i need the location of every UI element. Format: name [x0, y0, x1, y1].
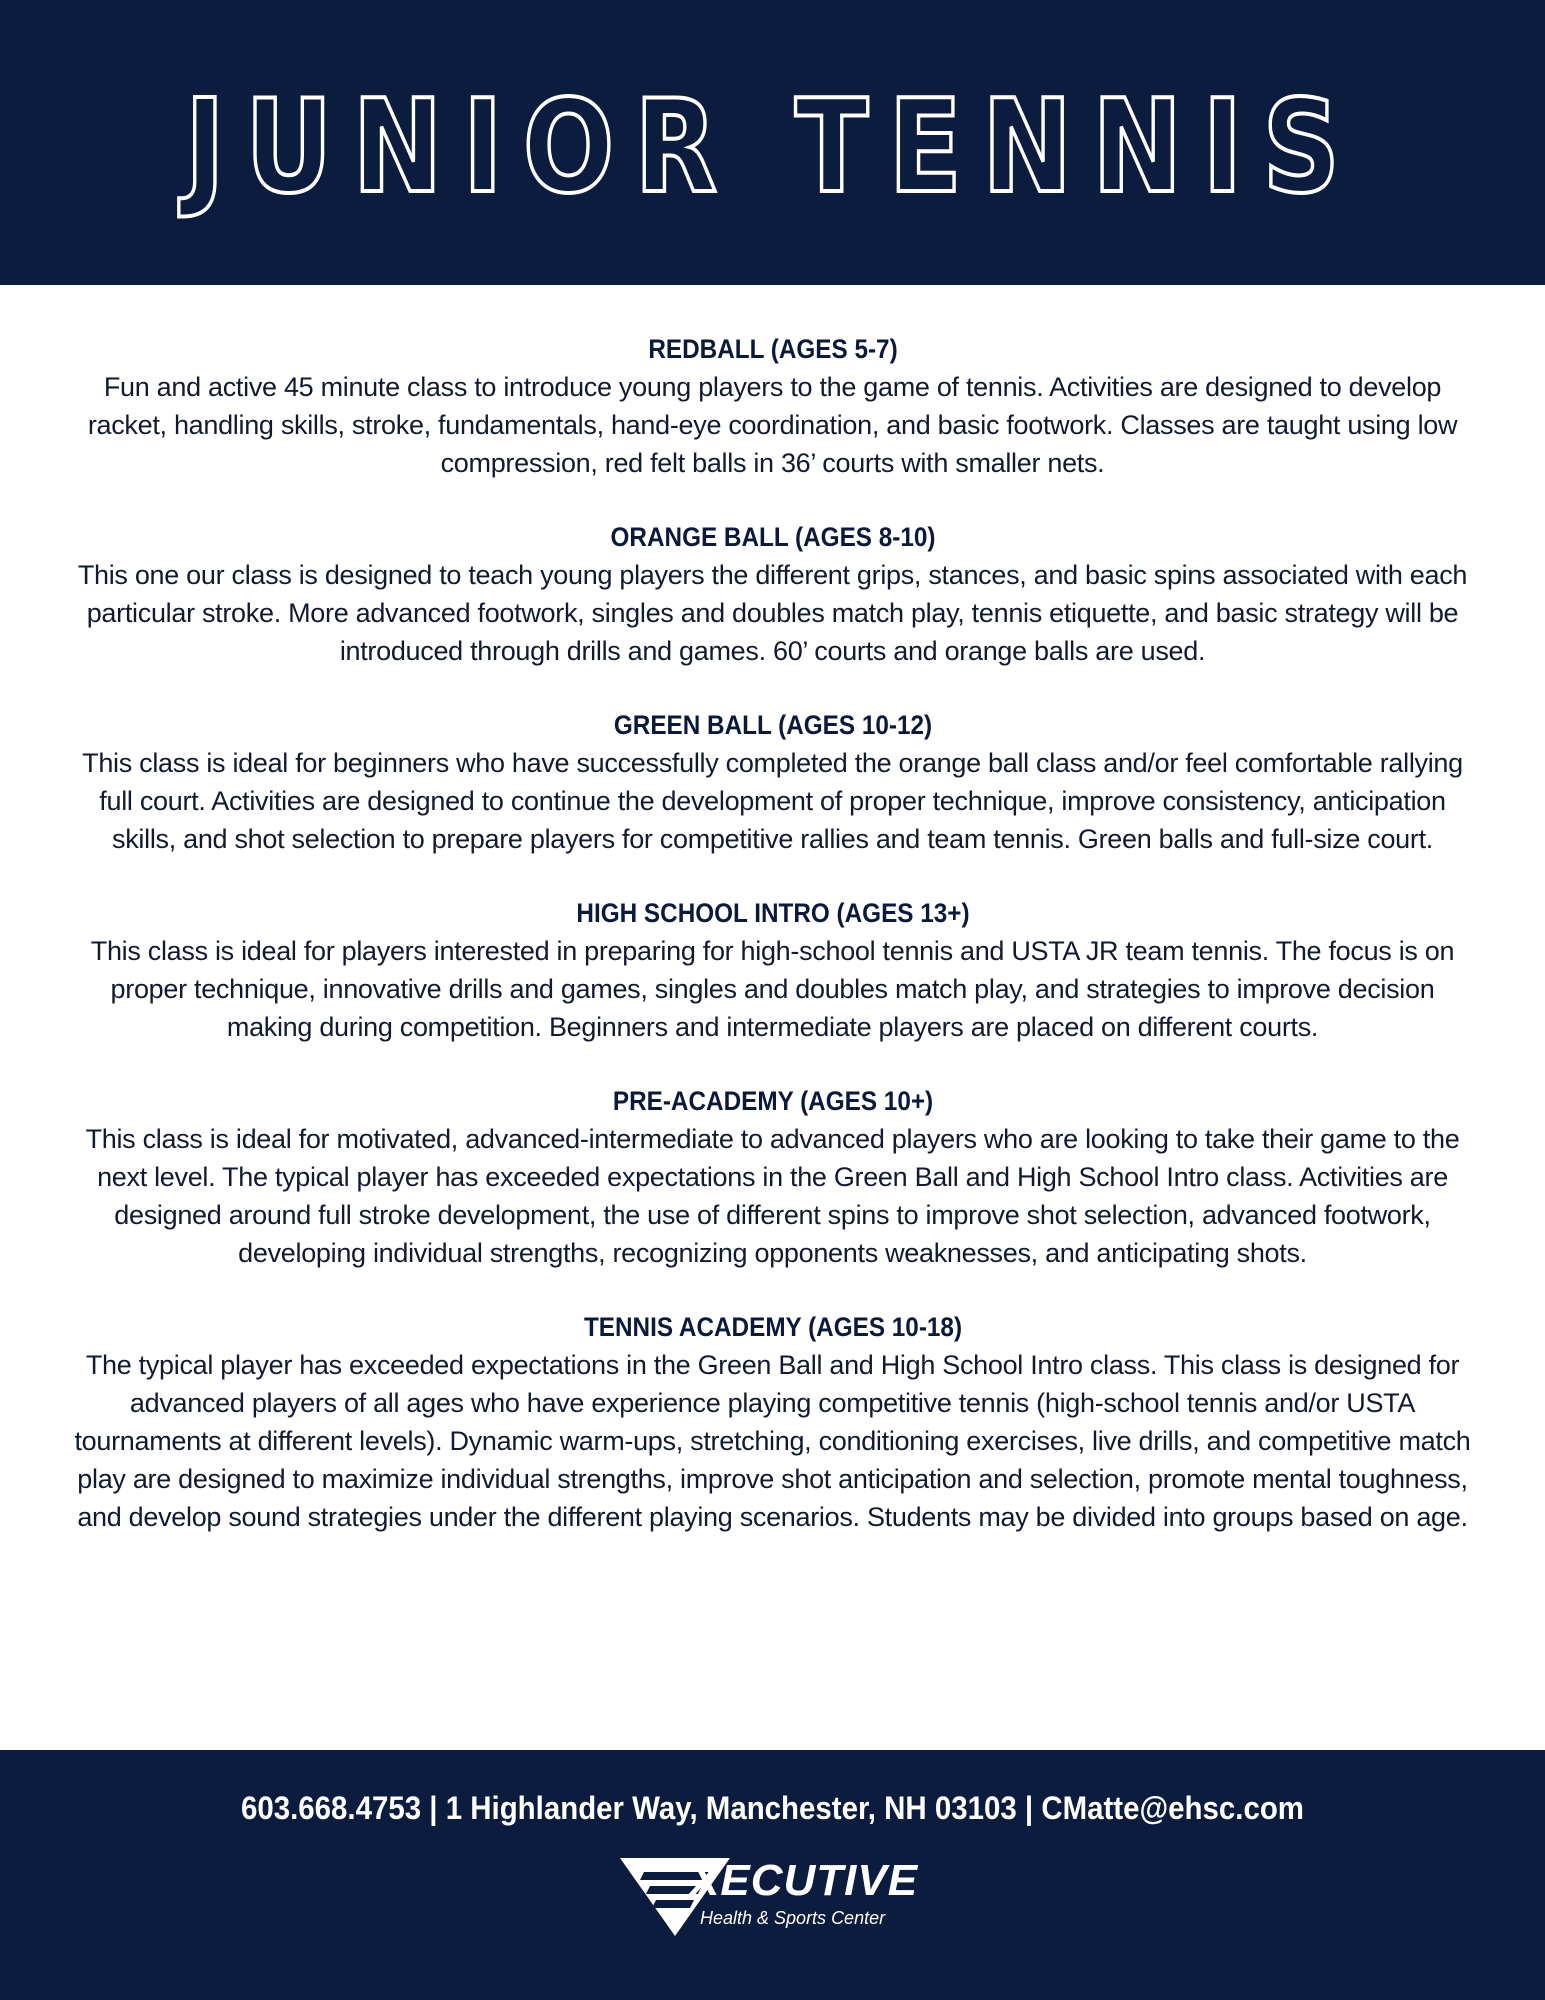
- section-orange-ball: [73, 518, 1473, 670]
- header-banner: [0, 0, 1545, 285]
- section-redball: [73, 330, 1473, 482]
- section-body: This class is ideal for motivated, advanced-intermediate to advanced players who are looking to take their game to the next level. The typical player has exceeded expectations in the Green Ball and High School Intro class. Activities are designed around full stroke development, the use of different spins to improve shot selection, advanced footwork, developing individual strengths, recognizing opponents weaknesses, and anticipating shots.: [85, 1124, 1460, 1268]
- section-heading: REDBALL (AGES 5-7): [647, 334, 898, 364]
- executive-logo: [620, 1850, 920, 1950]
- section-heading: TENNIS ACADEMY (AGES 10-18): [583, 1312, 962, 1342]
- logo-wordmark: XECUTIVE: [690, 1856, 919, 1905]
- section-heading: GREEN BALL (AGES 10-12): [613, 710, 932, 740]
- section-body: The typical player has exceeded expectations in the Green Ball and High School Intro class. This class is designed for advanced players of all ages who have experience playing competitive tennis (high-school tennis and/or USTA tournaments at different levels). Dynamic warm-ups, stretching, conditioning exercises, live drills, and competitive match play are designed to maximize individual strengths, improve shot anticipation and selection, promote mental toughness, and develop sound strategies under the different playing scenarios. Students may be divided into groups based on age.: [74, 1350, 1471, 1532]
- section-tennis-academy: [73, 1308, 1473, 1536]
- page-title: JUNIOR TENNIS: [184, 73, 1361, 222]
- contact-info: 603.668.4753 | 1 Highlander Way, Manchester, NH 03103 | CMatte@ehsc.com: [241, 1790, 1304, 1826]
- section-pre-academy: [73, 1082, 1473, 1272]
- section-high-school-intro: [73, 894, 1473, 1046]
- section-body: This class is ideal for beginners who have successfully completed the orange ball class and/or feel comfortable rallying full court. Activities are designed to continue the development of proper technique, improve consistency, anticipation skills, and shot selection to prepare players for competitive rallies and team tennis. Green balls and full-size court.: [82, 748, 1463, 854]
- section-body: This class is ideal for players interested in preparing for high-school tennis and USTA JR team tennis. The focus is on proper technique, innovative drills and games, singles and doubles match play, and strategies to improve decision making during competition. Beginners and intermediate players are placed on different courts.: [90, 936, 1455, 1042]
- program-list: [0, 330, 1545, 1720]
- section-heading: PRE-ACADEMY (AGES 10+): [612, 1086, 933, 1116]
- section-heading: HIGH SCHOOL INTRO (AGES 13+): [575, 898, 970, 928]
- section-body: Fun and active 45 minute class to introduce young players to the game of tennis. Activities are designed to develop racket, handling skills, stroke, fundamentals, hand-eye coordination, and basic footwork. Classes are taught using low compression, red felt balls in 36’ courts with smaller nets.: [87, 372, 1458, 478]
- section-body: This one our class is designed to teach young players the different grips, stances, and basic spins associated with each particular stroke. More advanced footwork, singles and doubles match play, tennis etiquette, and basic strategy will be introduced through drills and games. 60’ courts and orange balls are used.: [77, 560, 1468, 666]
- footer: [0, 1750, 1545, 2000]
- logo-subtitle: Health & Sports Center: [700, 1908, 886, 1928]
- section-heading: ORANGE BALL (AGES 8-10): [610, 522, 935, 552]
- section-green-ball: [73, 706, 1473, 858]
